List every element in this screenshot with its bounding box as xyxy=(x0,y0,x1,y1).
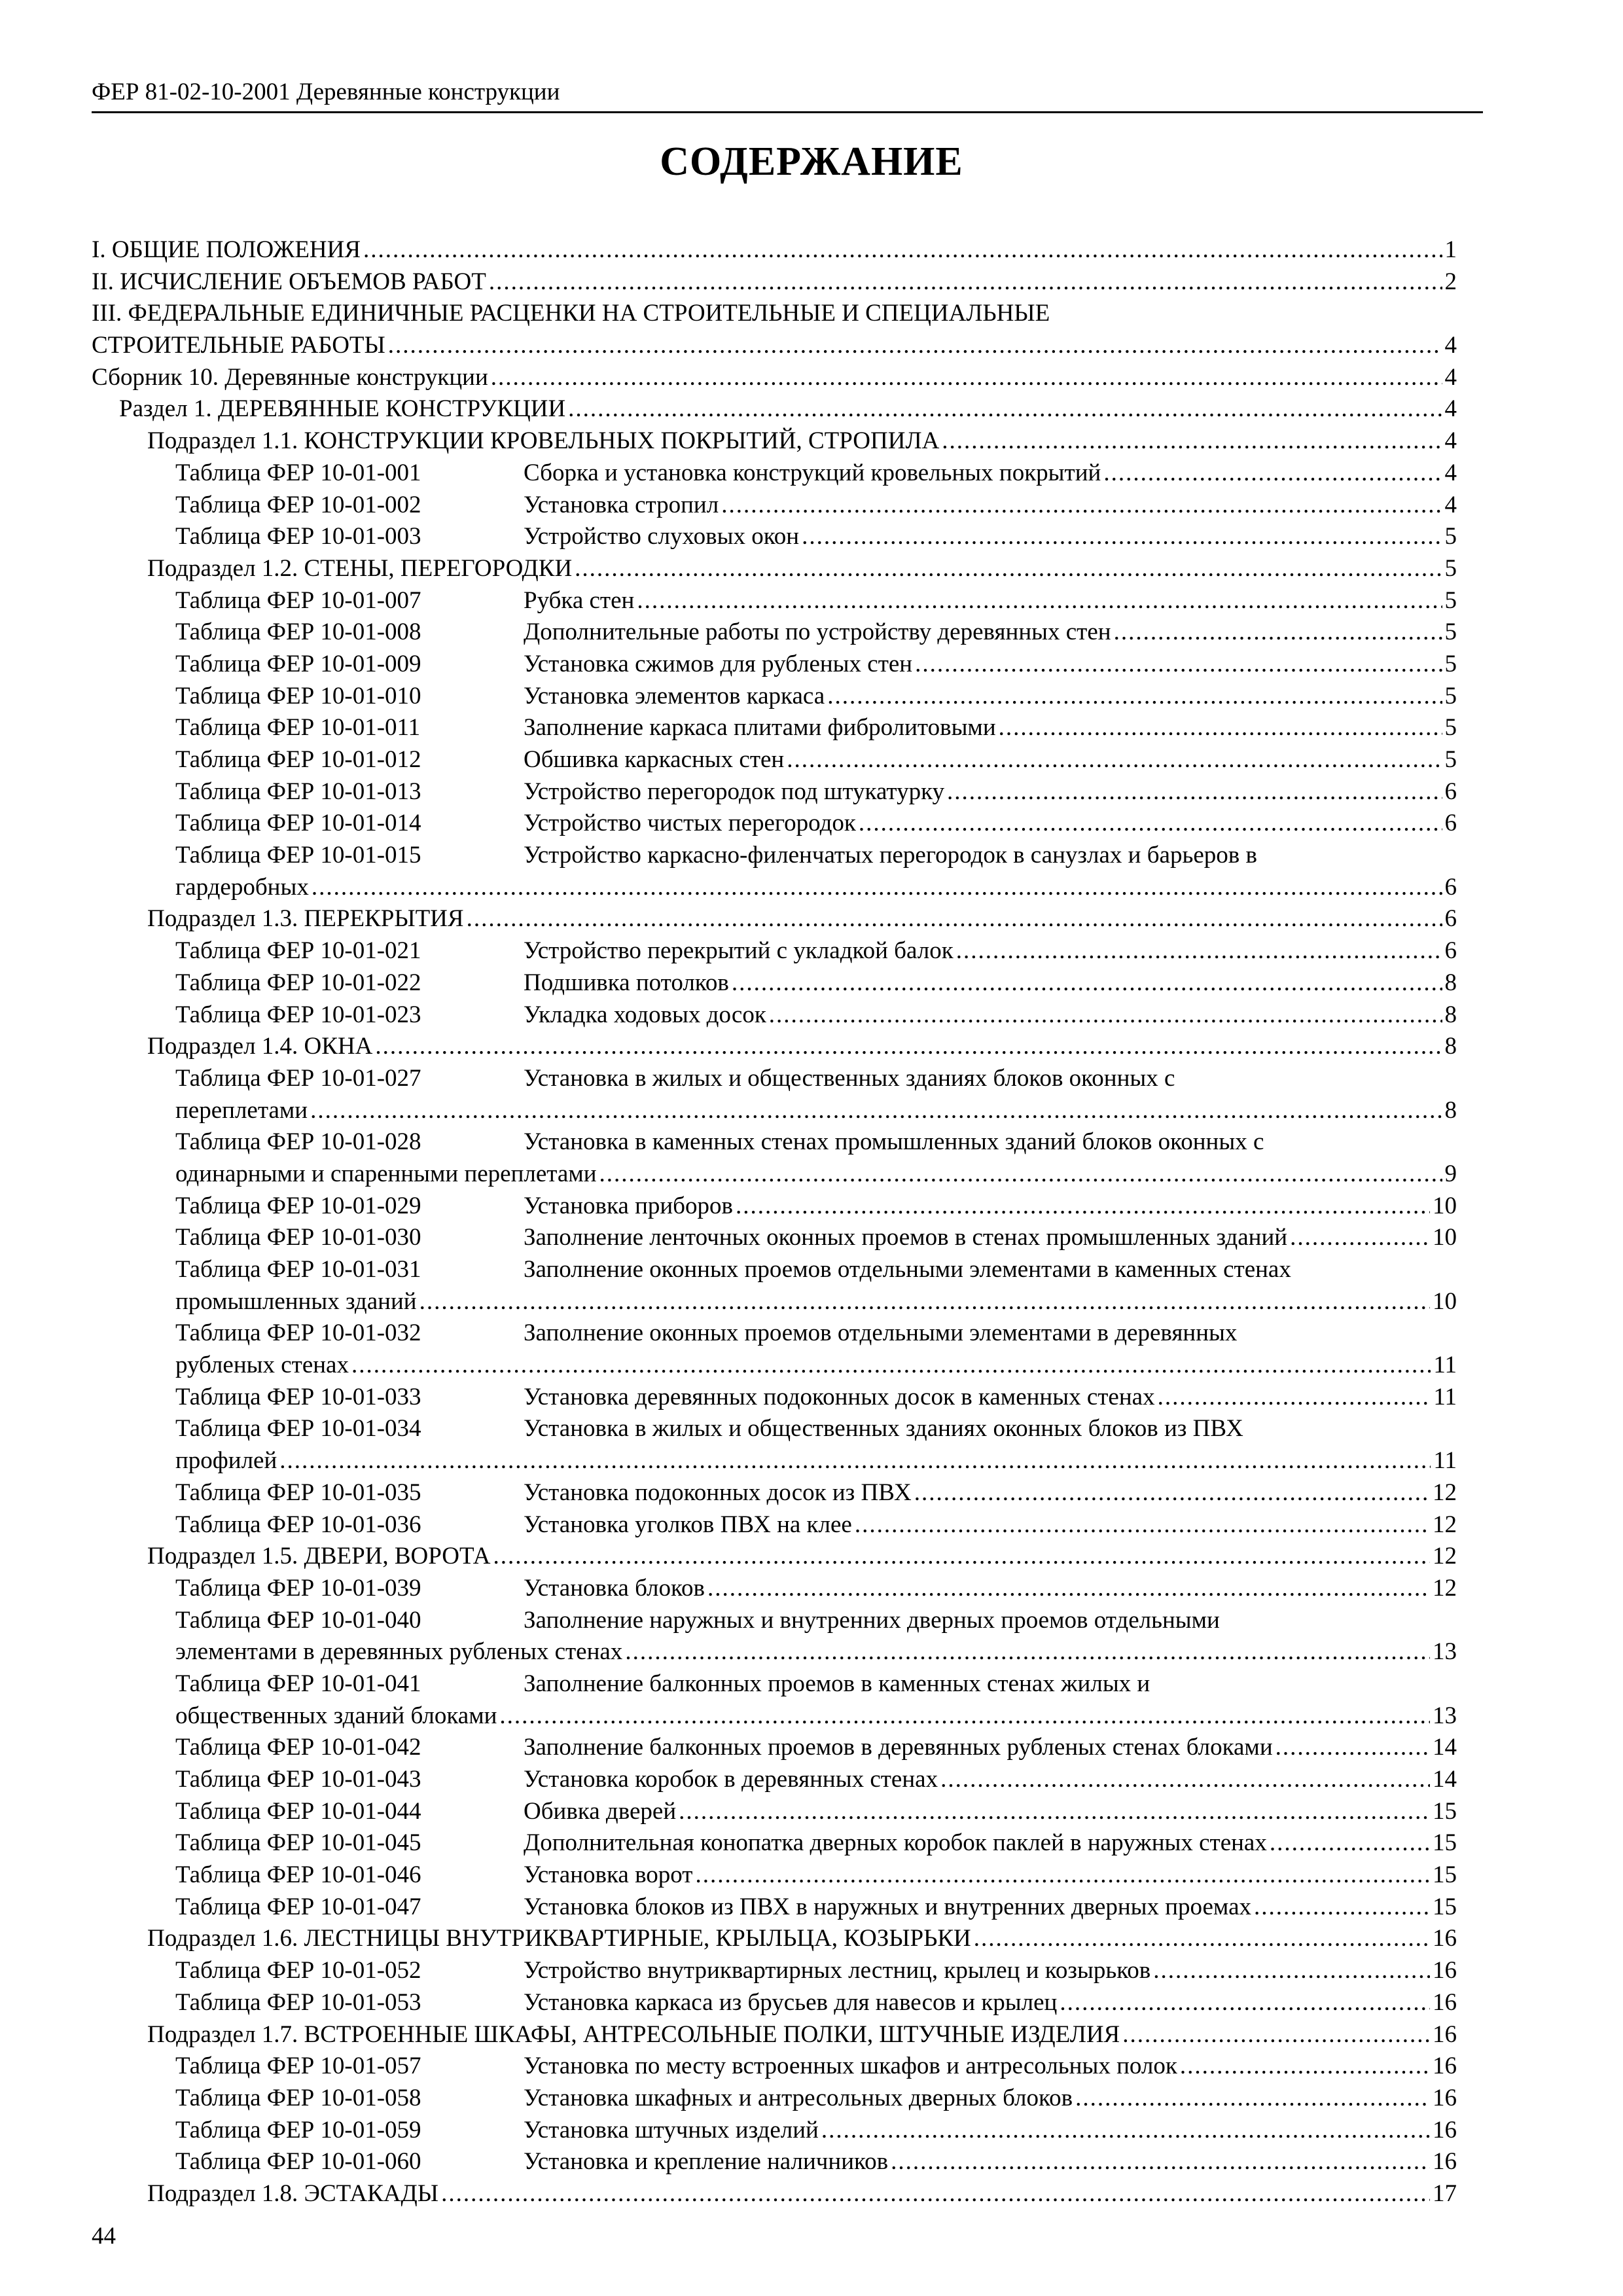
toc-entry-text: Подраздел 1.4. ОКНА xyxy=(147,1033,373,1060)
toc-entry-text: Установка блоков из ПВХ в наружных и внутренних дверных проемах xyxy=(524,1893,1252,1920)
toc-entry-text: Подраздел 1.7. ВСТРОЕННЫЕ ШКАФЫ, АНТРЕСОЛЬНЫЕ ПОЛКИ, ШТУЧНЫЕ ИЗДЕЛИЯ xyxy=(147,2020,1120,2048)
dot-leader xyxy=(489,266,1442,298)
dot-leader xyxy=(467,903,1442,935)
running-header xyxy=(92,73,1483,113)
toc-table-label: Таблица ФЕР 10-01-021 xyxy=(175,937,421,965)
toc-page-number: 16 xyxy=(1433,2116,1457,2144)
dot-leader xyxy=(787,744,1442,776)
toc-entry-text: Дополнительные работы по устройству деревянных стен xyxy=(524,619,1111,646)
toc-entry-text: Установка приборов xyxy=(524,1192,733,1219)
toc-entry[interactable] xyxy=(0,2083,1623,2115)
toc-page-number: 11 xyxy=(1433,1383,1457,1410)
toc-page-number: 4 xyxy=(1444,491,1457,518)
toc-entry[interactable] xyxy=(0,999,1623,1031)
toc-table-label: Таблица ФЕР 10-01-059 xyxy=(175,2116,421,2144)
toc-page-number: 15 xyxy=(1433,1861,1457,1889)
toc-page-number: 4 xyxy=(1444,395,1457,423)
toc-entry-text: одинарными и спаренными переплетами xyxy=(175,1160,597,1187)
toc-entry-text: гардеробных xyxy=(175,873,309,901)
toc-entry[interactable] xyxy=(0,744,1623,776)
dot-leader xyxy=(310,1095,1442,1127)
toc-entry[interactable] xyxy=(0,776,1623,808)
toc-entry-text: Заполнение оконных проемов отдельными элементами в каменных стенах xyxy=(524,1256,1291,1283)
dot-leader xyxy=(891,2146,1430,2178)
toc-entry-text: Устройство чистых перегородок xyxy=(524,810,856,837)
toc-entry-text: Установка в жилых и общественных зданиях блоков оконных с xyxy=(524,1064,1175,1092)
toc-page-number: 4 xyxy=(1444,427,1457,455)
toc-entry-text: Установка по месту встроенных шкафов и антресольных полок xyxy=(524,2053,1177,2080)
toc-entry[interactable] xyxy=(0,617,1623,649)
toc-entry[interactable] xyxy=(0,2019,1623,2051)
toc-table-label: Таблица ФЕР 10-01-012 xyxy=(175,746,421,773)
toc-table-label: Таблица ФЕР 10-01-031 xyxy=(175,1256,421,1283)
toc-entry[interactable] xyxy=(0,425,1623,457)
dot-leader xyxy=(679,1796,1430,1828)
toc-table-label: Таблица ФЕР 10-01-008 xyxy=(175,619,421,646)
toc-page-number: 12 xyxy=(1433,1543,1457,1570)
toc-entry[interactable] xyxy=(0,649,1623,681)
toc-table-label: Таблица ФЕР 10-01-010 xyxy=(175,682,421,709)
toc-entry[interactable] xyxy=(0,903,1623,935)
toc-table-label: Таблица ФЕР 10-01-036 xyxy=(175,1511,421,1538)
toc-page-number: 6 xyxy=(1444,905,1457,933)
toc-table-label: Таблица ФЕР 10-01-009 xyxy=(175,650,421,677)
toc-entry-text: Заполнение балконных проемов в деревянных рубленых стенах блоками xyxy=(524,1734,1273,1761)
toc-page-number: 5 xyxy=(1444,746,1457,773)
toc-entry-text: промышленных зданий xyxy=(175,1287,417,1315)
toc-page-number: 8 xyxy=(1444,1033,1457,1060)
toc-table-label: Таблица ФЕР 10-01-040 xyxy=(175,1606,421,1634)
toc-entry[interactable] xyxy=(0,393,1623,425)
dot-leader xyxy=(1153,1955,1430,1987)
toc-entry-text: Установка деревянных подоконных досок в каменных стенах xyxy=(524,1383,1155,1410)
dot-leader xyxy=(736,1191,1430,1223)
toc-entry-text: рубленых стенах xyxy=(175,1352,349,1379)
dot-leader xyxy=(914,1477,1430,1509)
dot-leader xyxy=(974,1923,1430,1955)
dot-leader xyxy=(1158,1382,1431,1414)
toc-entry[interactable] xyxy=(0,362,1623,394)
dot-leader xyxy=(732,967,1442,999)
toc-table-label: Таблица ФЕР 10-01-003 xyxy=(175,523,421,550)
toc-entry-text: Подраздел 1.1. КОНСТРУКЦИИ КРОВЕЛЬНЫХ ПОКРЫТИЙ, СТРОПИЛА xyxy=(147,427,940,455)
toc-entry-text: общественных зданий блоками xyxy=(175,1702,497,1729)
toc-entry[interactable] xyxy=(0,2051,1623,2083)
dot-leader xyxy=(1290,1222,1430,1254)
toc-page-number: 6 xyxy=(1444,937,1457,965)
toc-entry[interactable] xyxy=(0,553,1623,585)
toc-entry[interactable] xyxy=(0,1827,1623,1859)
toc-page-number: 16 xyxy=(1433,2020,1457,2048)
toc-table-label: Таблица ФЕР 10-01-046 xyxy=(175,1861,421,1889)
dot-leader xyxy=(1275,1732,1430,1764)
toc-page-number: 15 xyxy=(1433,1797,1457,1825)
dot-leader xyxy=(1075,2083,1430,2115)
toc-entry-text: элементами в деревянных рубленых стенах xyxy=(175,1638,623,1666)
toc-entry-text: Установка шкафных и антресольных дверных блоков xyxy=(524,2084,1073,2111)
toc-page-number: 16 xyxy=(1433,1957,1457,1984)
toc-page-number: 10 xyxy=(1433,1192,1457,1219)
toc-entry[interactable] xyxy=(0,1987,1623,2019)
toc-table-label: Таблица ФЕР 10-01-007 xyxy=(175,586,421,614)
toc-table-label: Таблица ФЕР 10-01-032 xyxy=(175,1319,421,1347)
toc-entry-text: III. ФЕДЕРАЛЬНЫЕ ЕДИНИЧНЫЕ РАСЦЕНКИ НА СТРОИТЕЛЬНЫЕ И СПЕЦИАЛЬНЫЕ xyxy=(92,300,1050,327)
toc-entry-text: Устройство перегородок под штукатурку xyxy=(524,778,945,805)
toc-entry[interactable] xyxy=(0,1318,1623,1350)
toc-entry-text: Устройство внутриквартирных лестниц, крылец и козырьков xyxy=(524,1957,1151,1984)
dot-leader xyxy=(695,1859,1430,1892)
toc-entry[interactable] xyxy=(0,712,1623,744)
toc-page-number: 15 xyxy=(1433,1893,1457,1920)
toc-page-number: 5 xyxy=(1444,554,1457,582)
dot-leader xyxy=(855,1509,1430,1541)
toc-entry[interactable] xyxy=(0,1477,1623,1509)
dot-leader xyxy=(637,585,1442,617)
toc-entry-text: Подраздел 1.2. СТЕНЫ, ПЕРЕГОРОДКИ xyxy=(147,554,573,582)
toc-page-number: 4 xyxy=(1444,459,1457,486)
toc-page-number: 16 xyxy=(1433,1988,1457,2016)
toc-table-label: Таблица ФЕР 10-01-029 xyxy=(175,1192,421,1219)
toc-table-label: Таблица ФЕР 10-01-047 xyxy=(175,1893,421,1920)
toc-table-label: Таблица ФЕР 10-01-014 xyxy=(175,810,421,837)
toc-entry[interactable] xyxy=(0,2146,1623,2178)
toc-entry[interactable] xyxy=(0,2178,1623,2210)
toc-entry-text: Установка блоков xyxy=(524,1574,705,1602)
toc-page-number: 16 xyxy=(1433,2084,1457,2111)
dot-leader xyxy=(956,935,1442,967)
toc-entry[interactable] xyxy=(0,1382,1623,1414)
dot-leader xyxy=(999,712,1442,744)
toc-table-label: Таблица ФЕР 10-01-011 xyxy=(175,714,421,742)
toc-page-number: 12 xyxy=(1433,1574,1457,1602)
toc-entry-text: Устройство слуховых окон xyxy=(524,523,800,550)
toc-entry[interactable] xyxy=(0,330,1623,362)
toc-table-label: Таблица ФЕР 10-01-027 xyxy=(175,1064,421,1092)
page-number: 44 xyxy=(92,2223,116,2250)
dot-leader xyxy=(1180,2051,1430,2083)
toc-table-label: Таблица ФЕР 10-01-045 xyxy=(175,1829,421,1857)
toc-page-number: 5 xyxy=(1444,714,1457,742)
toc-entry[interactable] xyxy=(0,1286,1623,1318)
toc-entry[interactable] xyxy=(0,872,1623,904)
toc-entry[interactable] xyxy=(0,1445,1623,1477)
dot-leader xyxy=(599,1158,1442,1191)
toc-page-number: 9 xyxy=(1444,1160,1457,1187)
toc-entry[interactable] xyxy=(0,298,1623,330)
toc-table-label: Таблица ФЕР 10-01-053 xyxy=(175,1988,421,2016)
toc-entry[interactable] xyxy=(0,1923,1623,1955)
toc-page-number: 6 xyxy=(1444,810,1457,837)
toc-entry[interactable] xyxy=(0,1063,1623,1095)
toc-entry-text: Подраздел 1.6. ЛЕСТНИЦЫ ВНУТРИКВАРТИРНЫЕ, КРЫЛЬЦА, КОЗЫРЬКИ xyxy=(147,1925,971,1952)
dot-leader xyxy=(363,234,1442,266)
toc-table-label: Таблица ФЕР 10-01-042 xyxy=(175,1734,421,1761)
toc-table-label: Таблица ФЕР 10-01-023 xyxy=(175,1001,421,1028)
toc-entry-text: Установка в жилых и общественных зданиях оконных блоков из ПВХ xyxy=(524,1415,1243,1443)
toc-entry-text: II. ИСЧИСЛЕНИЕ ОБЪЕМОВ РАБОТ xyxy=(92,268,486,295)
toc-table-label: Таблица ФЕР 10-01-013 xyxy=(175,778,421,805)
toc-entry[interactable] xyxy=(0,2115,1623,2147)
toc-table-label: Таблица ФЕР 10-01-057 xyxy=(175,2053,421,2080)
dot-leader xyxy=(351,1350,1431,1382)
toc-table-label: Таблица ФЕР 10-01-060 xyxy=(175,2148,421,2176)
toc-page-number: 12 xyxy=(1433,1479,1457,1506)
dot-leader xyxy=(625,1636,1430,1668)
dot-leader xyxy=(1103,457,1442,490)
toc-entry[interactable] xyxy=(0,1126,1623,1158)
toc-entry-text: Установка каркаса из брусьев для навесов и крылец xyxy=(524,1988,1058,2016)
toc-entry-text: Установка подоконных досок из ПВХ xyxy=(524,1479,912,1506)
toc-entry[interactable] xyxy=(0,457,1623,490)
toc-entry[interactable] xyxy=(0,585,1623,617)
toc-entry[interactable] xyxy=(0,1892,1623,1924)
toc-page-number: 5 xyxy=(1444,586,1457,614)
dot-leader xyxy=(441,2178,1430,2210)
toc-entry[interactable] xyxy=(0,234,1623,266)
toc-entry[interactable] xyxy=(0,967,1623,999)
toc-entry[interactable] xyxy=(0,1573,1623,1605)
toc-entry-text: Сборник 10. Деревянные конструкции xyxy=(92,363,488,391)
toc-page-number: 11 xyxy=(1433,1447,1457,1475)
dot-leader xyxy=(375,1031,1442,1063)
toc-entry-text: Установка ворот xyxy=(524,1861,693,1889)
toc-page-number: 2 xyxy=(1444,268,1457,295)
dot-leader xyxy=(707,1573,1430,1605)
toc-entry-text: СТРОИТЕЛЬНЫЕ РАБОТЫ xyxy=(92,332,385,359)
page-title: СОДЕРЖАНИЕ xyxy=(660,139,963,184)
toc-entry-text: Укладка ходовых досок xyxy=(524,1001,766,1028)
toc-table-label: Таблица ФЕР 10-01-028 xyxy=(175,1128,421,1156)
toc-entry-text: Устройство перекрытий с укладкой балок xyxy=(524,937,954,965)
dot-leader xyxy=(1122,2019,1430,2051)
toc-entry[interactable] xyxy=(0,1764,1623,1796)
toc-entry-text: Обшивка каркасных стен xyxy=(524,746,785,773)
dot-leader xyxy=(942,425,1442,457)
toc-entry-text: Подраздел 1.8. ЭСТАКАДЫ xyxy=(147,2179,439,2207)
header-text: ФЕР 81-02-10-2001 Деревянные конструкции xyxy=(92,79,560,105)
toc-entry[interactable] xyxy=(0,1254,1623,1286)
toc-entry-text: Установка элементов каркаса xyxy=(524,682,825,709)
dot-leader xyxy=(721,490,1442,522)
toc-entry[interactable] xyxy=(0,1541,1623,1573)
toc-entry-text: Рубка стен xyxy=(524,586,635,614)
dot-leader xyxy=(493,1541,1430,1573)
toc-page-number: 10 xyxy=(1433,1287,1457,1315)
toc-table-label: Таблица ФЕР 10-01-030 xyxy=(175,1224,421,1251)
dot-leader xyxy=(499,1700,1430,1732)
toc-entry-text: Заполнение ленточных оконных проемов в стенах промышленных зданий xyxy=(524,1224,1288,1251)
toc-entry[interactable] xyxy=(0,1732,1623,1764)
dot-leader xyxy=(821,2115,1430,2147)
toc-page-number: 16 xyxy=(1433,2148,1457,2176)
toc-page-number: 8 xyxy=(1444,1001,1457,1028)
toc-entry[interactable] xyxy=(0,1955,1623,1987)
toc-table-label: Таблица ФЕР 10-01-043 xyxy=(175,1766,421,1793)
toc-entry[interactable] xyxy=(0,1700,1623,1732)
toc-entry[interactable] xyxy=(0,1413,1623,1445)
toc-entry-text: Подраздел 1.3. ПЕРЕКРЫТИЯ xyxy=(147,905,464,933)
dot-leader xyxy=(279,1445,1431,1477)
toc-page-number: 16 xyxy=(1433,2053,1457,2080)
dot-leader xyxy=(802,521,1442,553)
toc-entry-text: Заполнение наружных и внутренних дверных проемов отдельными xyxy=(524,1606,1220,1634)
toc-entry[interactable] xyxy=(0,1350,1623,1382)
toc-page-number: 13 xyxy=(1433,1638,1457,1666)
toc-entry-text: Подшивка потолков xyxy=(524,969,729,996)
toc-entry[interactable] xyxy=(0,1095,1623,1127)
toc-entry-text: Установка уголков ПВХ на клее xyxy=(524,1511,852,1538)
toc-entry-text: Раздел 1. ДЕРЕВЯННЫЕ КОНСТРУКЦИИ xyxy=(119,395,566,423)
toc-page-number: 13 xyxy=(1433,1702,1457,1729)
toc-entry-text: Установка стропил xyxy=(524,491,719,518)
toc-page-number: 1 xyxy=(1444,236,1457,263)
toc-page-number: 15 xyxy=(1433,1829,1457,1857)
toc-table-label: Таблица ФЕР 10-01-052 xyxy=(175,1957,421,1984)
toc-page-number: 6 xyxy=(1444,873,1457,901)
toc-table-label: Таблица ФЕР 10-01-041 xyxy=(175,1670,421,1697)
toc-entry-text: Установка в каменных стенах промышленных зданий блоков оконных с xyxy=(524,1128,1264,1156)
toc-entry[interactable] xyxy=(0,1605,1623,1637)
dot-leader xyxy=(769,999,1442,1031)
dot-leader xyxy=(1270,1827,1430,1859)
toc-page-number: 5 xyxy=(1444,619,1457,646)
toc-entry[interactable] xyxy=(0,1668,1623,1700)
toc-table-label: Таблица ФЕР 10-01-058 xyxy=(175,2084,421,2111)
dot-leader xyxy=(947,776,1442,808)
toc-page-number: 17 xyxy=(1433,2179,1457,2207)
dot-leader xyxy=(1060,1987,1430,2019)
toc-page-number: 4 xyxy=(1444,363,1457,391)
toc-entry[interactable] xyxy=(0,681,1623,713)
toc-entry[interactable] xyxy=(0,1796,1623,1828)
dot-leader xyxy=(568,393,1442,425)
toc-page-number: 14 xyxy=(1433,1734,1457,1761)
toc-page-number: 16 xyxy=(1433,1925,1457,1952)
toc-page-number: 8 xyxy=(1444,1096,1457,1124)
dot-leader xyxy=(940,1764,1430,1796)
toc-entry-text: Установка штучных изделий xyxy=(524,2116,819,2144)
toc-entry-text: I. ОБЩИЕ ПОЛОЖЕНИЯ xyxy=(92,236,361,263)
toc-entry-text: переплетами xyxy=(175,1096,308,1124)
dot-leader xyxy=(1254,1892,1430,1924)
toc-entry-text: Заполнение каркаса плитами фибролитовыми xyxy=(524,714,996,742)
table-of-contents xyxy=(0,234,1623,2210)
toc-page-number: 5 xyxy=(1444,650,1457,677)
toc-page-number: 5 xyxy=(1444,523,1457,550)
toc-entry-text: Установка сжимов для рубленых стен xyxy=(524,650,913,677)
toc-entry[interactable] xyxy=(0,840,1623,872)
toc-entry-text: Сборка и установка конструкций кровельных покрытий xyxy=(524,459,1101,486)
toc-page-number: 12 xyxy=(1433,1511,1457,1538)
toc-entry-text: Установка и крепление наличников xyxy=(524,2148,889,2176)
toc-table-label: Таблица ФЕР 10-01-035 xyxy=(175,1479,421,1506)
dot-leader xyxy=(388,330,1442,362)
toc-entry[interactable] xyxy=(0,1031,1623,1063)
toc-entry[interactable] xyxy=(0,1636,1623,1668)
toc-page-number: 11 xyxy=(1433,1352,1457,1379)
toc-entry[interactable] xyxy=(0,1222,1623,1254)
dot-leader xyxy=(491,362,1442,394)
toc-table-label: Таблица ФЕР 10-01-002 xyxy=(175,491,421,518)
toc-entry[interactable] xyxy=(0,1509,1623,1541)
toc-table-label: Таблица ФЕР 10-01-039 xyxy=(175,1574,421,1602)
toc-entry[interactable] xyxy=(0,1859,1623,1892)
toc-entry[interactable] xyxy=(0,1158,1623,1191)
toc-entry[interactable] xyxy=(0,490,1623,522)
dot-leader xyxy=(312,872,1442,904)
dot-leader xyxy=(1114,617,1442,649)
toc-entry[interactable] xyxy=(0,808,1623,840)
toc-entry[interactable] xyxy=(0,521,1623,553)
toc-table-label: Таблица ФЕР 10-01-034 xyxy=(175,1415,421,1443)
toc-entry-text: Подраздел 1.5. ДВЕРИ, ВОРОТА xyxy=(147,1543,491,1570)
toc-page-number: 10 xyxy=(1433,1224,1457,1251)
toc-page-number: 14 xyxy=(1433,1766,1457,1793)
dot-leader xyxy=(419,1286,1430,1318)
toc-table-label: Таблица ФЕР 10-01-033 xyxy=(175,1383,421,1410)
toc-table-label: Таблица ФЕР 10-01-022 xyxy=(175,969,421,996)
toc-entry-text: Заполнение балконных проемов в каменных стенах жилых и xyxy=(524,1670,1150,1697)
toc-entry[interactable] xyxy=(0,266,1623,298)
dot-leader xyxy=(575,553,1442,585)
toc-entry-text: Дополнительная конопатка дверных коробок паклей в наружных стенах xyxy=(524,1829,1267,1857)
toc-entry-text: профилей xyxy=(175,1447,277,1475)
dot-leader xyxy=(859,808,1442,840)
toc-entry-text: Обивка дверей xyxy=(524,1797,677,1825)
toc-page-number: 6 xyxy=(1444,778,1457,805)
toc-entry-text: Установка коробок в деревянных стенах xyxy=(524,1766,938,1793)
toc-entry-text: Устройство каркасно-филенчатых перегородок в санузлах и барьеров в xyxy=(524,842,1257,869)
toc-entry[interactable] xyxy=(0,935,1623,967)
toc-table-label: Таблица ФЕР 10-01-044 xyxy=(175,1797,421,1825)
toc-table-label: Таблица ФЕР 10-01-015 xyxy=(175,842,421,869)
toc-page-number: 4 xyxy=(1444,332,1457,359)
dot-leader xyxy=(915,649,1442,681)
toc-entry-text: Заполнение оконных проемов отдельными элементами в деревянных xyxy=(524,1319,1238,1347)
toc-entry[interactable] xyxy=(0,1191,1623,1223)
toc-page-number: 5 xyxy=(1444,682,1457,709)
toc-page-number: 8 xyxy=(1444,969,1457,996)
dot-leader xyxy=(827,681,1442,713)
toc-table-label: Таблица ФЕР 10-01-001 xyxy=(175,459,421,486)
